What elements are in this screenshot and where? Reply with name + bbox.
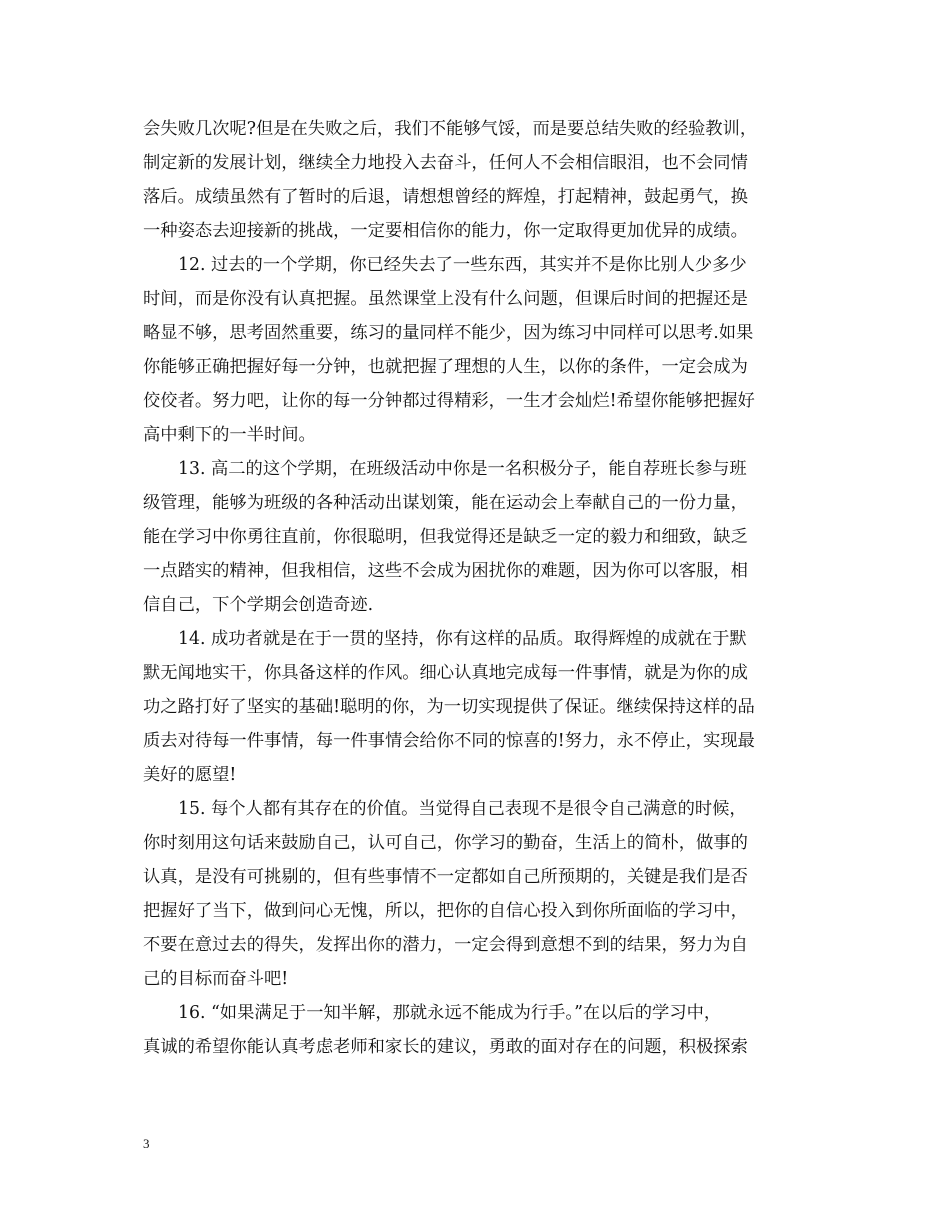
text-line: 时间，而是你没有认真把握。虽然课堂上没有什么问题，但课后时间的把握还是 [143, 289, 748, 309]
text-line: 默无闻地实干，你具备这样的作风。细心认真地完成每一件事情，就是为你的成 [143, 663, 748, 683]
text-line: 信自己，下个学期会创造奇迹. [143, 595, 374, 615]
text-line: 级管理，能够为班级的各种活动出谋划策，能在运动会上奉献自己的一份力量， [143, 493, 748, 513]
body-text [143, 112, 810, 1064]
text-line: 功之路打好了坚实的基础!聪明的你，为一切实现提供了保证。继续保持这样的品 [143, 697, 755, 717]
page-number: 3 [143, 1136, 150, 1151]
text-line: 13. 高二的这个学期，在班级活动中你是一名积极分子，能自荐班长参与班 [178, 459, 747, 479]
text-line: 你时刻用这句话来鼓励自己，认可自己，你学习的勤奋，生活上的简朴，做事的 [143, 833, 748, 853]
text-line: 把握好了当下，做到问心无愧，所以，把你的自信心投入到你所面临的学习中， [143, 901, 748, 921]
text-line: 质去对待每一件事情，每一件事情会给你不同的惊喜的!努力，永不停止，实现最 [143, 731, 755, 751]
text-line: 落后。成绩虽然有了暂时的后退，请想想曾经的辉煌，打起精神，鼓起勇气，换 [143, 187, 748, 207]
text-line: 高中剩下的一半时间。 [143, 425, 316, 445]
text-line: 一点踏实的精神，但我相信，这些不会成为困扰你的难题，因为你可以客服，相 [143, 561, 748, 581]
text-line: 一种姿态去迎接新的挑战，一定要相信你的能力，你一定取得更加优异的成绩。 [143, 221, 748, 241]
text-line: 不要在意过去的得失，发挥出你的潜力，一定会得到意想不到的结果，努力为自 [143, 935, 748, 955]
text-line: 15. 每个人都有其存在的价值。当觉得自己表现不是很令自己满意的时候， [178, 799, 747, 819]
text-line: 能在学习中你勇往直前，你很聪明，但我觉得还是缺乏一定的毅力和细致，缺乏 [143, 527, 748, 547]
text-line: 认真，是没有可挑剔的，但有些事情不一定都如自己所预期的，关键是我们是否 [143, 867, 748, 887]
text-line: 佼佼者。努力吧，让你的每一分钟都过得精彩，一生才会灿烂!希望你能够把握好 [143, 391, 755, 411]
text-line: 16. “如果满足于一知半解，那就永远不能成为行手。”在以后的学习中， [178, 1003, 722, 1023]
text-line: 你能够正确把握好每一分钟，也就把握了理想的人生，以你的条件，一定会成为 [143, 357, 748, 377]
text-line: 会失败几次呢?但是在失败之后，我们不能够气馁，而是要总结失败的经验教训， [143, 119, 758, 139]
text-line: 12. 过去的一个学期，你已经失去了一些东西，其实并不是你比别人少多少 [178, 255, 747, 275]
text-line: 美好的愿望! [143, 765, 237, 785]
text-line: 14. 成功者就是在于一贯的坚持，你有这样的品质。取得辉煌的成就在于默 [178, 629, 747, 649]
text-line: 略显不够，思考固然重要，练习的量同样不能少，因为练习中同样可以思考.如果 [143, 323, 754, 343]
text-line: 己的目标而奋斗吧! [143, 969, 289, 989]
text-line: 制定新的发展计划，继续全力地投入去奋斗，任何人不会相信眼泪，也不会同情 [143, 153, 748, 173]
text-line: 真诚的希望你能认真考虑老师和家长的建议，勇敢的面对存在的问题，积极探索 [143, 1037, 748, 1057]
